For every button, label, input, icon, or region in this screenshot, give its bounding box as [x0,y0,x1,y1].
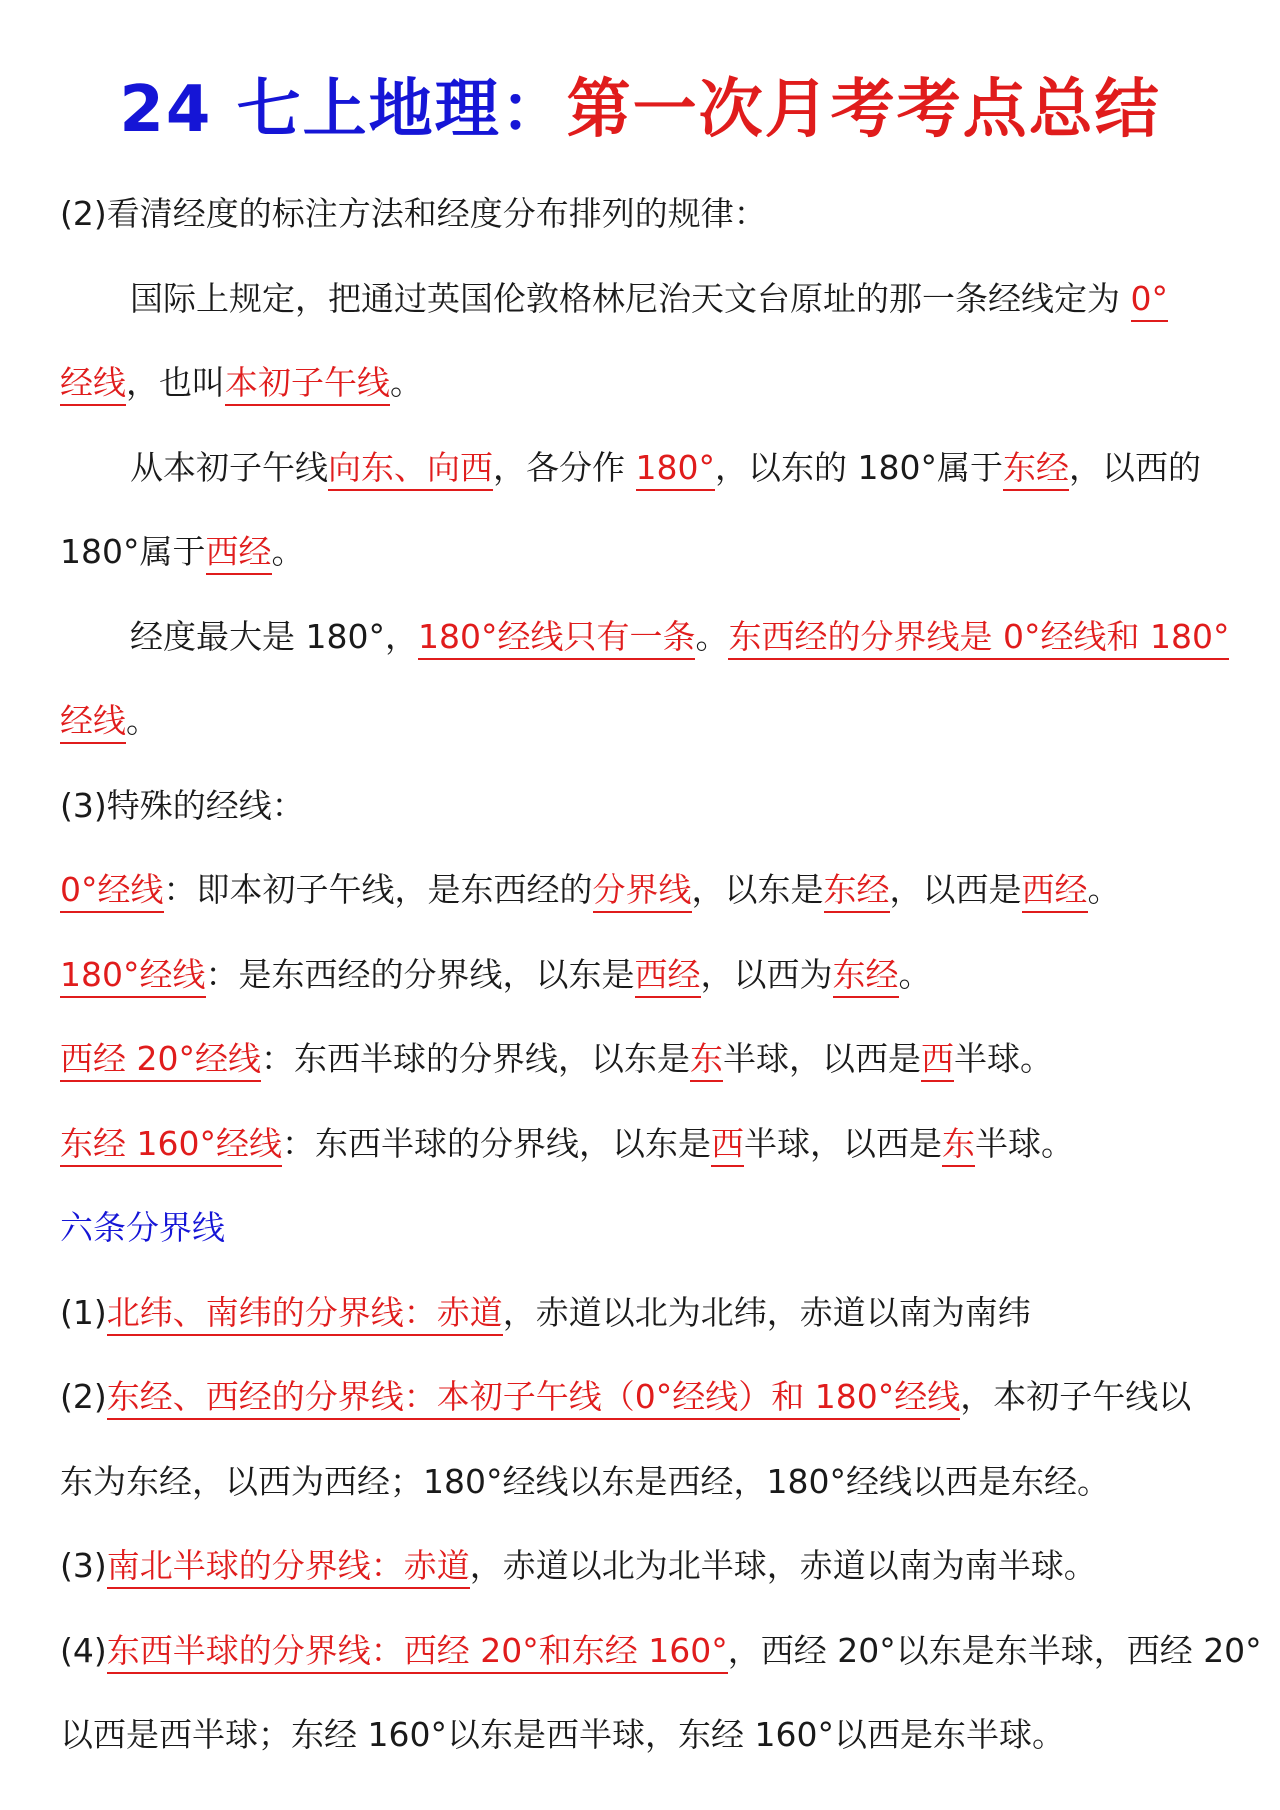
text-segment: (1) [60,1292,107,1332]
text-segment: 。 [126,701,159,740]
text-line [60,848,1220,933]
text-segment: 国际上规定，把通过英国伦敦格林尼治天文台原址的那一条经线定为 [130,278,1131,318]
highlighted-answer: 0° [1131,279,1169,322]
highlighted-answer: 西 [921,1039,954,1082]
text-segment: 。 [271,532,305,571]
text-segment: ，各分作 [493,447,636,487]
page-title [60,0,1220,172]
title-topic: 第一次月考考点总结 [566,73,1161,147]
title-grade: 24 七上地理： [119,73,567,147]
text-line [60,1693,1220,1778]
highlighted-answer: 180° [636,448,716,491]
highlighted-answer: 东 [690,1039,723,1082]
text-line [60,257,1220,342]
text-segment: 。 [695,616,729,656]
text-segment: 。 [390,363,423,402]
text-segment: ：即本初子午线，是东西经的 [163,870,593,909]
text-line [60,1524,1220,1609]
highlighted-answer: 东经、西经的分界线：本初子午线（0°经线）和 180°经线 [107,1377,960,1420]
highlighted-answer: 经线 [60,701,126,744]
text-line [60,1609,1262,1694]
text-segment: ，本初子午线以 [960,1377,1192,1416]
text-line [60,172,1220,257]
text-line [60,933,1220,1018]
highlighted-answer: 本初子午线 [225,363,390,406]
highlighted-answer: 西经 20°经线 [60,1039,261,1082]
text-segment: ，以西的 [1068,447,1201,487]
highlighted-answer: 0°经线 [60,870,164,913]
text-segment: 。 [1087,870,1121,909]
text-segment: ，赤道以北为北纬，赤道以南为南纬 [502,1292,1031,1332]
highlighted-answer: 180°经线只有一条 [418,617,696,660]
text-line [60,1186,1220,1271]
text-segment: (3) [60,1546,107,1585]
highlighted-answer: 西 [711,1124,744,1167]
highlighted-answer: 东西半球的分界线：西经 20°和东经 160° [107,1631,728,1674]
text-segment: 半球，以西是 [743,1123,942,1163]
highlighted-answer: 分界线 [593,870,692,913]
text-segment: ，赤道以北为北半球，赤道以南为南半球。 [469,1546,1097,1585]
text-segment: ，以东是 [691,870,824,909]
text-line [60,1271,1220,1356]
highlighted-answer: 东经 [824,870,890,913]
highlighted-answer: 东 [942,1124,975,1167]
text-segment: ，也叫 [126,363,225,402]
highlighted-answer: 东西经的分界线是 0°经线和 180° [728,617,1229,660]
text-segment: ，西经 20°以东是东半球，西经 20° [727,1630,1262,1670]
highlighted-answer: 东经 [833,955,899,998]
text-segment: ，以西是 [889,870,1022,909]
text-segment: (4) [60,1630,107,1670]
text-segment: ：东西半球的分界线，以东是 [260,1039,690,1078]
highlighted-answer: 东经 160°经线 [60,1124,282,1167]
text-segment: ，以东的 180°属于 [715,447,1003,487]
text-line [60,1102,1220,1187]
text-segment: 从本初子午线 [130,447,328,487]
highlighted-answer: 180°经线 [60,955,206,998]
text-line [60,1440,1220,1525]
text-line [60,595,1230,680]
highlighted-answer: 南北半球的分界线：赤道 [107,1546,470,1589]
highlighted-answer: 东经 [1003,448,1069,491]
text-line [60,426,1220,511]
text-segment: 以西是西半球；东经 160°以东是西半球，东经 160°以西是东半球。 [60,1715,1065,1754]
text-line [60,1355,1220,1440]
text-segment: 半球。 [953,1039,1053,1078]
text-segment: (2)看清经度的标注方法和经度分布排列的规律： [60,194,767,233]
text-segment: ：是东西经的分界线，以东是 [205,954,635,994]
text-line [60,341,1220,426]
text-segment: 东为东经，以西为西经；180°经线以东是西经，180°经线以西是东经。 [60,1461,1110,1501]
highlighted-answer: 向东、向西 [328,448,493,491]
text-segment: ：东西半球的分界线，以东是 [281,1123,711,1163]
text-segment: 180°属于 [60,532,206,571]
highlighted-answer: 西经 [1022,870,1088,913]
highlighted-answer: 西经 [206,532,272,575]
text-line [60,1017,1220,1102]
highlighted-answer: 北纬、南纬的分界线：赤道 [107,1293,503,1336]
highlighted-answer: 经线 [60,363,126,406]
text-segment: 。 [898,954,932,994]
text-segment: (2) [60,1377,107,1416]
text-segment: 半球。 [974,1123,1074,1163]
document-body [60,172,1262,1778]
text-segment: ，以西为 [700,954,833,994]
text-segment: 半球，以西是 [722,1039,921,1078]
text-line [60,510,1220,595]
highlighted-answer: 西经 [635,955,701,998]
text-segment: 六条分界线 [60,1208,225,1247]
text-line [60,679,1220,764]
text-line [60,764,1220,849]
text-segment: (3)特殊的经线： [60,785,305,825]
text-segment: 经度最大是 180°， [130,616,418,656]
